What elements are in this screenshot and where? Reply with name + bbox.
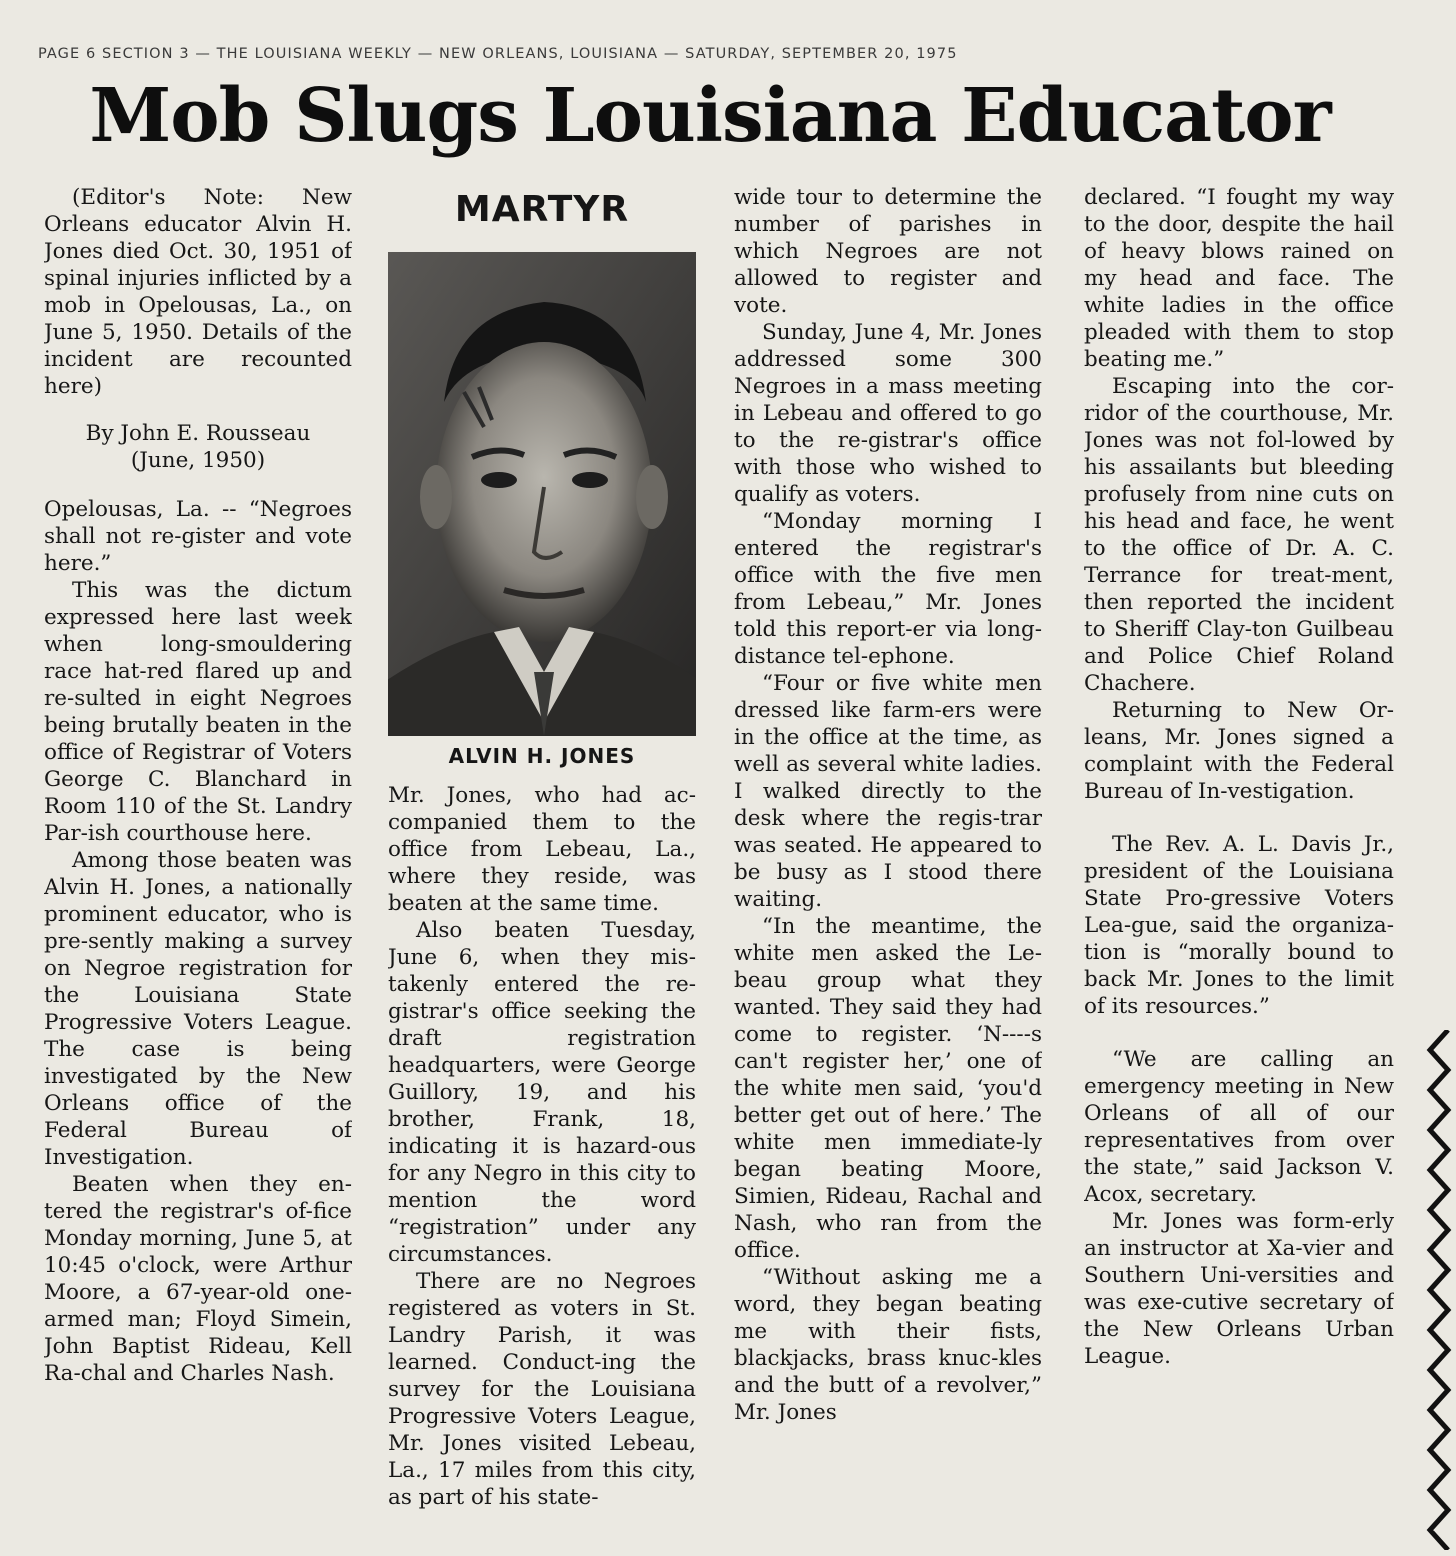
article-paragraph: Opelousas, La. -- “Negroes shall not re-gister and vote here.” <box>44 497 352 576</box>
byline: By John E. Rousseau <box>85 421 311 446</box>
headline: Mob Slugs Louisiana Educator <box>89 73 1331 159</box>
article-paragraph: The Rev. A. L. Davis Jr., president of the Louisiana State Pro-gressive Voters Lea-gue, said the organiza-tion is “morally bound to back Mr. Jones to the limit of its resources.” <box>1084 832 1394 1019</box>
article-paragraph: There are no Negroes registered as voters in St. Landry Parish, it was learned. Conduct-ing the survey for the Louisiana Progressive Voters League, Mr. Jones visited Lebeau, La., 17 miles from this city, as part of his state- <box>388 1269 696 1510</box>
portrait-photo <box>388 252 696 736</box>
photo-caption: ALVIN H. JONES <box>448 744 636 768</box>
article-paragraph: “Monday morning I entered the registrar's office with the five men from Lebeau,” Mr. Jones told this report-er via long-distance tel-ephone. <box>734 509 1042 669</box>
portrait-image <box>388 252 696 736</box>
article-paragraph: Mr. Jones was form-erly an instructor at Xa-vier and Southern Uni-versities and was exe-cutive secretary of the New Orleans Urban League. <box>1084 1209 1394 1369</box>
page-folio: PAGE 6 SECTION 3 — THE LOUISIANA WEEKLY — NEW ORLEANS, LOUISIANA — SATURDAY, SEPTEMBER 20, 1975 <box>38 46 958 62</box>
article-paragraph: Sunday, June 4, Mr. Jones addressed some 300 Negroes in a mass meeting in Lebeau and offered to go to the re-gistrar's office with those who wished to qualify as voters. <box>734 320 1042 507</box>
column-3 <box>734 184 1042 1538</box>
article-paragraph: Also beaten Tuesday, June 6, when they mis-takenly entered the re-gistrar's office seeking the draft registration headquarters, were George Guillory, 19, and his brother, Frank, 18, indicating it is hazard-ous for any Negro in this city to mention the word “registration” under any circumstances. <box>388 918 696 1267</box>
article-paragraph: “Four or five white men dressed like farm-ers were in the office at the time, as well as several white ladies. I walked directly to the desk where the regis-trar was seated. He appeared to be busy as I stood there waiting. <box>734 671 1042 912</box>
article-paragraph: declared. “I fought my way to the door, despite the hail of heavy blows rained on my head and face. The white ladies in the office pleaded with them to stop beating me.” <box>1084 185 1394 372</box>
article-paragraph: Escaping into the cor-ridor of the courthouse, Mr. Jones was not fol-lowed by his assailants but bleeding profusely from nine cuts on his head and face, he went to the office of Dr. A. C. Terrance for treat-ment, then reported the incident to Sheriff Clay-ton Guilbeau and Police Chief Roland Chachere. <box>1084 374 1394 696</box>
editor-note: (Editor's Note: New Orleans educator Alvin H. Jones died Oct. 30, 1951 of spinal injuries inflicted by a mob in Opelousas, La., on June 5, 1950. Details of the incident are recounted here) <box>44 185 352 399</box>
torn-edge-zigzag <box>1426 1030 1454 1550</box>
article-paragraph: “In the meantime, the white men asked the Le-beau group what they wanted. They said they had come to register. ‘N----s can't register her,’ one of the white men said, ‘you'd better get out of here.’ The white men immediate-ly began beating Moore, Simien, Rideau, Rachal and Nash, who ran from the office. <box>734 914 1042 1263</box>
article-paragraph: wide tour to determine the number of parishes in which Negroes are not allowed to register and vote. <box>734 185 1042 318</box>
article-paragraph: Mr. Jones, who had ac-companied them to the office from Lebeau, La., where they reside, was beaten at the same time. <box>388 783 696 916</box>
article-paragraph: Beaten when they en-tered the registrar's of-fice Monday morning, June 5, at 10:45 o'clock, were Arthur Moore, a 67-year-old one-armed man; Floyd Simein, John Baptist Rideau, Kell Ra-chal and Charles Nash. <box>44 1172 352 1386</box>
column-4 <box>1084 184 1394 1538</box>
byline-date: (June, 1950) <box>130 448 266 473</box>
column-1 <box>44 184 352 1538</box>
column-2 <box>388 184 696 1538</box>
article-paragraph: “We are calling an emergency meeting in New Orleans of all of our representatives from over the state,” said Jackson V. Acox, secretary. <box>1084 1047 1394 1207</box>
article-paragraph: This was the dictum expressed here last week when long-smouldering race hat-red flared up and re-sulted in eight Negroes being brutally beaten in the office of Registrar of Voters George C. Blanchard in Room 110 of the St. Landry Par-ish courthouse here. <box>44 578 352 846</box>
photo-label: MARTYR <box>454 189 630 230</box>
article-paragraph: Among those beaten was Alvin H. Jones, a nationally prominent educator, who is pre-sently making a survey on Negroe registration for the Louisiana State Progressive Voters League. The case is being investigated by the New Orleans office of the Federal Bureau of Investigation. <box>44 848 352 1170</box>
article-paragraph: “Without asking me a word, they began beating me with their fists, blackjacks, brass knuc-kles and the butt of a revolver,” Mr. Jones <box>734 1265 1042 1425</box>
article-paragraph: Returning to New Or-leans, Mr. Jones signed a complaint with the Federal Bureau of In-vestigation. <box>1084 698 1394 804</box>
